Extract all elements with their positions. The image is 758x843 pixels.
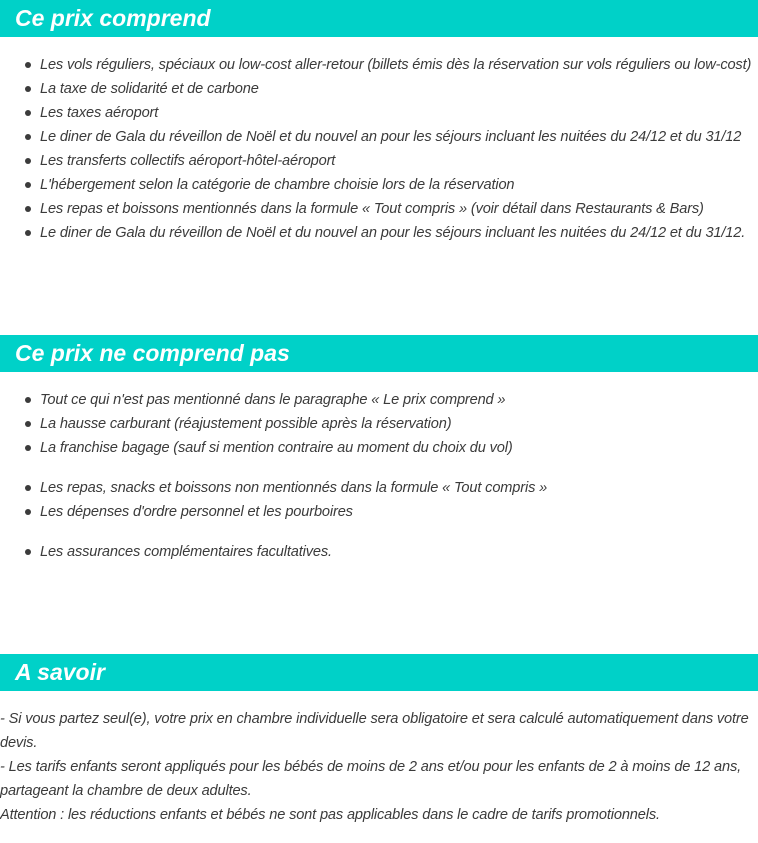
- info-paragraph: Attention : les réductions enfants et bébés ne sont pas applicables dans le cadre de tarifs promotionnels.: [0, 807, 660, 823]
- bullet-icon: [25, 158, 31, 164]
- bullet-icon: [25, 397, 31, 403]
- list-item: Les repas et boissons mentionnés dans la formule « Tout compris » (voir détail dans Restaurants & Bars): [0, 197, 758, 221]
- includes-section: [0, 0, 758, 245]
- bullet-icon: [25, 206, 31, 212]
- list-gap: [0, 524, 758, 540]
- bullet-icon: [25, 445, 31, 451]
- list-item: La taxe de solidarité et de carbone: [0, 77, 758, 101]
- bullet-icon: [25, 182, 31, 188]
- list-item: Les transferts collectifs aéroport-hôtel-aéroport: [0, 149, 758, 173]
- bullet-icon: [25, 230, 31, 236]
- excludes-section: [0, 335, 758, 564]
- info-section: [0, 654, 758, 827]
- info-paragraph: - Si vous partez seul(e), votre prix en chambre individuelle sera obligatoire et sera calculé automatiquement dans votre devis.: [0, 711, 749, 751]
- list-item: Le diner de Gala du réveillon de Noël et du nouvel an pour les séjours incluant les nuitées du 24/12 et du 31/12.: [0, 221, 758, 245]
- list-item: L'hébergement selon la catégorie de chambre choisie lors de la réservation: [0, 173, 758, 197]
- list-item: Les assurances complémentaires facultatives.: [0, 540, 758, 564]
- info-title: A savoir: [0, 654, 758, 691]
- bullet-icon: [25, 509, 31, 515]
- list-item: Les repas, snacks et boissons non mentionnés dans la formule « Tout compris »: [0, 476, 758, 500]
- bullet-icon: [25, 86, 31, 92]
- excludes-list-3: [0, 540, 758, 564]
- bullet-icon: [25, 134, 31, 140]
- list-item: Tout ce qui n'est pas mentionné dans le paragraphe « Le prix comprend »: [0, 388, 758, 412]
- info-paragraph: - Les tarifs enfants seront appliqués pour les bébés de moins de 2 ans et/ou pour les enfants de 2 à moins de 12 ans, partageant la chambre de deux adultes.: [0, 759, 741, 799]
- includes-list: [0, 53, 758, 245]
- list-item: Les taxes aéroport: [0, 101, 758, 125]
- excludes-title: Ce prix ne comprend pas: [0, 335, 758, 372]
- bullet-icon: [25, 549, 31, 555]
- bullet-icon: [25, 421, 31, 427]
- list-item: Le diner de Gala du réveillon de Noël et du nouvel an pour les séjours incluant les nuitées du 24/12 et du 31/12: [0, 125, 758, 149]
- excludes-list-2: [0, 476, 758, 524]
- bullet-icon: [25, 485, 31, 491]
- info-body: [0, 707, 758, 827]
- excludes-list: [0, 388, 758, 460]
- includes-title: Ce prix comprend: [0, 0, 758, 37]
- list-gap: [0, 460, 758, 476]
- bullet-icon: [25, 110, 31, 116]
- bullet-icon: [25, 62, 31, 68]
- list-item: La hausse carburant (réajustement possible après la réservation): [0, 412, 758, 436]
- list-item: La franchise bagage (sauf si mention contraire au moment du choix du vol): [0, 436, 758, 460]
- list-item: Les dépenses d'ordre personnel et les pourboires: [0, 500, 758, 524]
- list-item: Les vols réguliers, spéciaux ou low-cost aller-retour (billets émis dès la réservation sur vols réguliers ou low-cost): [0, 53, 758, 77]
